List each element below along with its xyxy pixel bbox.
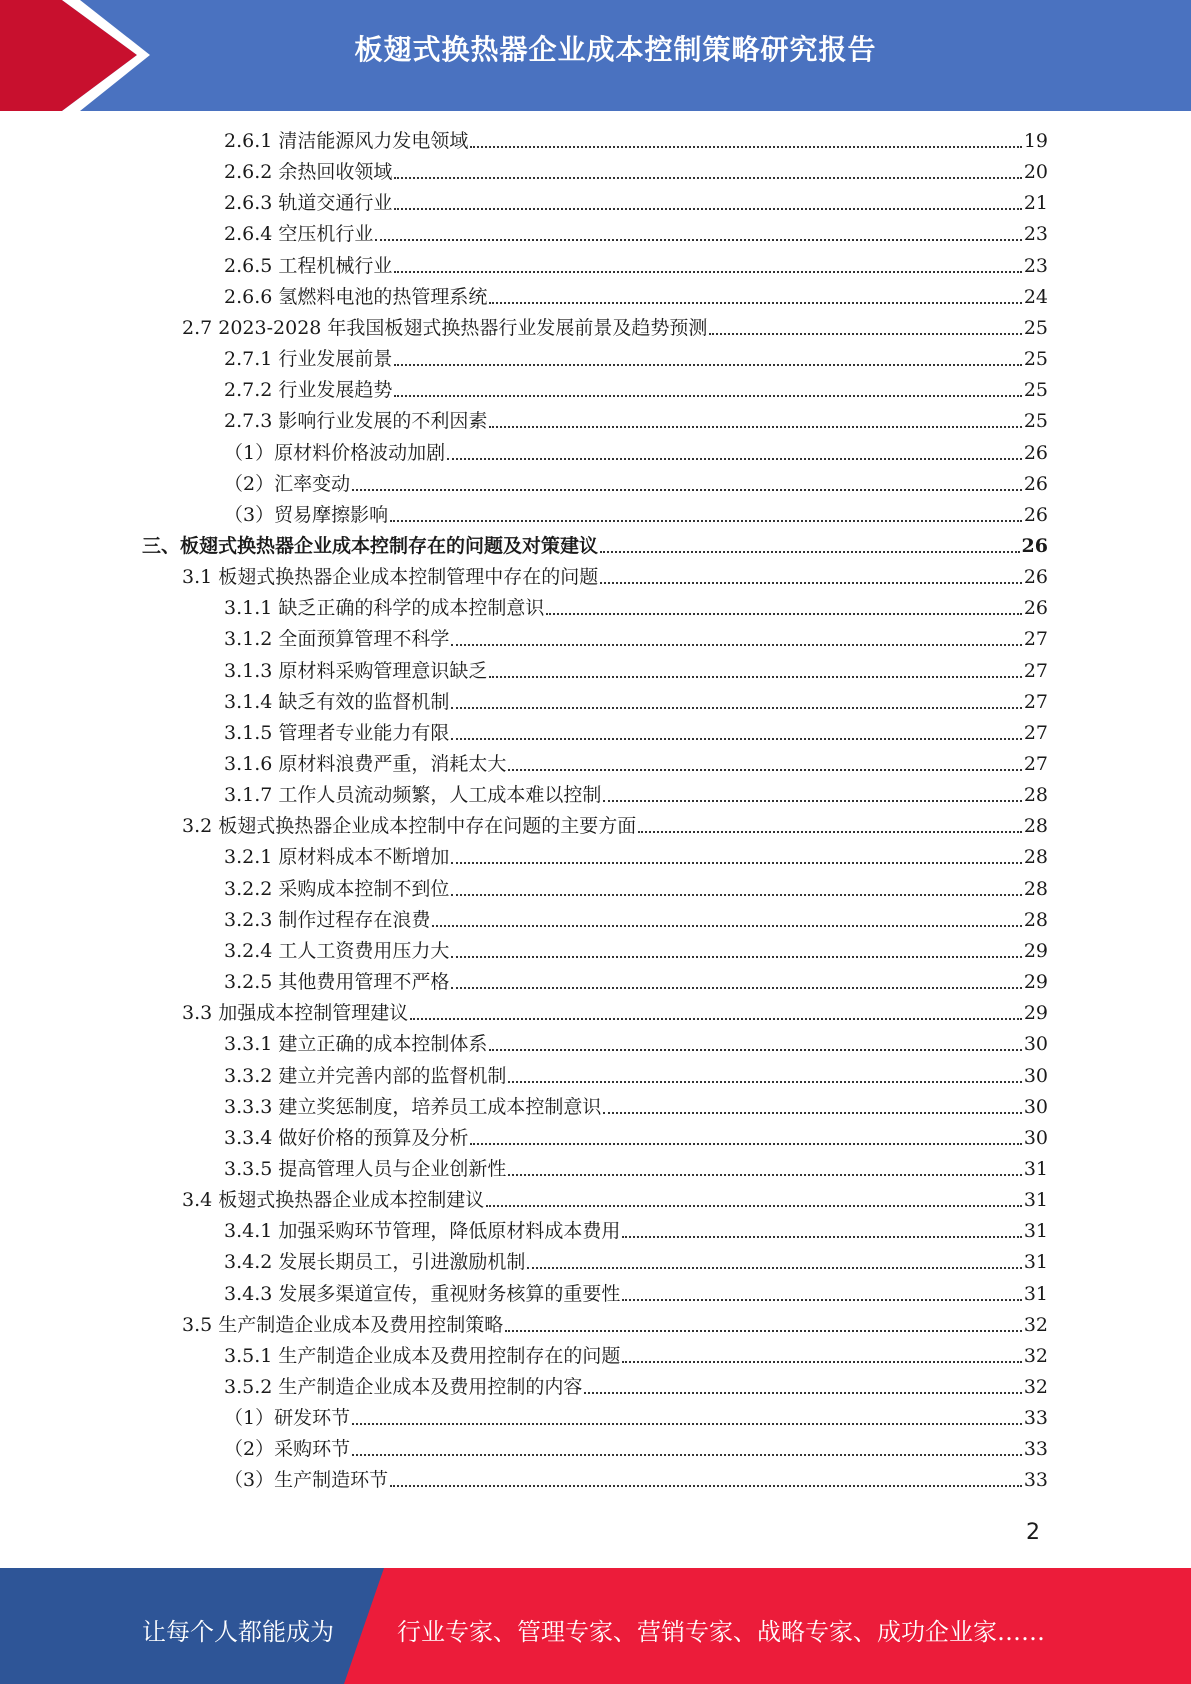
toc-entry-label: 2.6.6 氢燃料电池的热管理系统 bbox=[224, 286, 488, 308]
toc-dot-leader bbox=[486, 1204, 1022, 1207]
toc-entry-label: 3.1.1 缺乏正确的科学的成本控制意识 bbox=[224, 597, 545, 619]
toc-entry-label: 2.7.2 行业发展趋势 bbox=[224, 379, 393, 401]
toc-entry-page: 29 bbox=[1023, 971, 1048, 993]
toc-entry-page: 33 bbox=[1023, 1438, 1048, 1460]
page-number: 2 bbox=[1026, 1520, 1040, 1545]
toc-entry[interactable] bbox=[224, 221, 1048, 247]
toc-entry[interactable] bbox=[224, 938, 1048, 964]
toc-entry-page: 31 bbox=[1023, 1158, 1048, 1180]
toc-dot-leader bbox=[489, 1048, 1021, 1051]
toc-entry[interactable] bbox=[224, 782, 1048, 808]
toc-entry-label: 3.4.1 加强采购环节管理，降低原材料成本费用 bbox=[224, 1220, 621, 1242]
toc-dot-leader bbox=[584, 1391, 1021, 1394]
toc-entry-label: 3.2 板翅式换热器企业成本控制中存在问题的主要方面 bbox=[182, 815, 637, 837]
toc-entry[interactable] bbox=[224, 626, 1048, 652]
toc-entry[interactable] bbox=[224, 751, 1048, 777]
toc-dot-leader bbox=[447, 457, 1022, 460]
document-title: 板翅式换热器企业成本控制策略研究报告 bbox=[354, 33, 877, 66]
toc-dot-leader bbox=[470, 1142, 1021, 1145]
toc-entry[interactable] bbox=[224, 190, 1048, 216]
toc-entry-label: 2.6.1 清洁能源风力发电领域 bbox=[224, 130, 469, 152]
toc-entry[interactable] bbox=[224, 689, 1048, 715]
toc-entry-page: 25 bbox=[1023, 317, 1048, 339]
toc-entry-label: 3.1 板翅式换热器企业成本控制管理中存在的问题 bbox=[182, 566, 599, 588]
toc-entry-page: 27 bbox=[1023, 753, 1048, 775]
toc-entry-page: 28 bbox=[1023, 909, 1048, 931]
toc-entry[interactable] bbox=[182, 1312, 1048, 1338]
toc-dot-leader bbox=[352, 1422, 1022, 1425]
toc-entry[interactable] bbox=[224, 1281, 1048, 1307]
toc-dot-leader bbox=[451, 893, 1021, 896]
toc-entry-page: 25 bbox=[1023, 348, 1048, 370]
toc-entry-label: 3.3.4 做好价格的预算及分析 bbox=[224, 1127, 469, 1149]
toc-entry-label: 3.4 板翅式换热器企业成本控制建议 bbox=[182, 1189, 485, 1211]
toc-entry-label: （3）贸易摩擦影响 bbox=[224, 504, 389, 526]
toc-entry-label: 2.7.3 影响行业发展的不利因素 bbox=[224, 410, 488, 432]
toc-entry-label: 3.3.3 建立奖惩制度，培养员工成本控制意识 bbox=[224, 1096, 602, 1118]
toc-entry-page: 26 bbox=[1021, 535, 1048, 557]
toc-dot-leader bbox=[622, 1235, 1021, 1238]
toc-entry[interactable] bbox=[182, 1187, 1048, 1213]
toc-entry-label: 3.2.4 工人工资费用压力大 bbox=[224, 940, 450, 962]
toc-entry-page: 25 bbox=[1023, 410, 1048, 432]
toc-entry-label: 2.6.2 余热回收领域 bbox=[224, 161, 393, 183]
toc-entry-page: 28 bbox=[1023, 815, 1048, 837]
toc-dot-leader bbox=[451, 737, 1021, 740]
toc-entry[interactable] bbox=[224, 1125, 1048, 1151]
toc-entry[interactable] bbox=[224, 907, 1048, 933]
footer-slogan-right: 行业专家、管理专家、营销专家、战略专家、成功企业家…… bbox=[397, 1618, 1045, 1646]
toc-entry[interactable] bbox=[224, 658, 1048, 684]
toc-dot-leader bbox=[638, 830, 1022, 833]
toc-dot-leader bbox=[394, 176, 1021, 179]
toc-entry-label: 2.6.5 工程机械行业 bbox=[224, 255, 393, 277]
toc-entry[interactable] bbox=[224, 128, 1048, 154]
toc-entry-label: 3.1.7 工作人员流动频繁，人工成本难以控制 bbox=[224, 784, 602, 806]
toc-dot-leader bbox=[709, 332, 1021, 335]
toc-entry[interactable] bbox=[224, 346, 1048, 372]
toc-entry[interactable] bbox=[224, 595, 1048, 621]
toc-entry-page: 33 bbox=[1023, 1469, 1048, 1491]
toc-dot-leader bbox=[451, 861, 1021, 864]
page-header bbox=[0, 0, 1191, 111]
toc-entry-page: 21 bbox=[1023, 192, 1048, 214]
toc-entry[interactable] bbox=[224, 1218, 1048, 1244]
toc-entry-page: 28 bbox=[1023, 878, 1048, 900]
toc-entry-page: 27 bbox=[1023, 660, 1048, 682]
toc-entry-page: 27 bbox=[1023, 628, 1048, 650]
toc-entry-label: 3.3.2 建立并完善内部的监督机制 bbox=[224, 1065, 507, 1087]
toc-entry[interactable] bbox=[224, 253, 1048, 279]
toc-entry[interactable] bbox=[224, 377, 1048, 403]
toc-dot-leader bbox=[600, 581, 1022, 584]
toc-entry-page: 29 bbox=[1023, 1002, 1048, 1024]
toc-entry-page: 30 bbox=[1023, 1033, 1048, 1055]
toc-entry-label: 3.5.1 生产制造企业成本及费用控制存在的问题 bbox=[224, 1345, 621, 1367]
toc-entry-page: 26 bbox=[1023, 442, 1048, 464]
toc-dot-leader bbox=[451, 643, 1021, 646]
toc-entry[interactable] bbox=[182, 564, 1048, 590]
toc-dot-leader bbox=[489, 425, 1021, 428]
toc-entry[interactable] bbox=[224, 502, 1048, 528]
toc-entry[interactable] bbox=[224, 440, 1048, 466]
toc-entry-page: 27 bbox=[1023, 722, 1048, 744]
toc-entry[interactable] bbox=[224, 1467, 1048, 1493]
toc-entry-page: 26 bbox=[1023, 473, 1048, 495]
toc-dot-leader bbox=[432, 924, 1021, 927]
toc-dot-leader bbox=[451, 986, 1021, 989]
toc-dot-leader bbox=[451, 955, 1021, 958]
toc-entry-page: 29 bbox=[1023, 940, 1048, 962]
toc-dot-leader bbox=[622, 1360, 1021, 1363]
toc-dot-leader bbox=[410, 1017, 1022, 1020]
toc-entry-label: 3.1.4 缺乏有效的监督机制 bbox=[224, 691, 450, 713]
toc-entry-label: （1）原材料价格波动加剧 bbox=[224, 442, 446, 464]
toc-entry-label: 3.1.6 原材料浪费严重，消耗太大 bbox=[224, 753, 507, 775]
toc-entry[interactable] bbox=[224, 1405, 1048, 1431]
toc-entry-label: 3.2.1 原材料成本不断增加 bbox=[224, 846, 450, 868]
toc-entry-page: 31 bbox=[1023, 1283, 1048, 1305]
toc-entry-label: （3）生产制造环节 bbox=[224, 1469, 389, 1491]
toc-entry-label: 3.5.2 生产制造企业成本及费用控制的内容 bbox=[224, 1376, 583, 1398]
toc-entry-page: 26 bbox=[1023, 504, 1048, 526]
toc-entry[interactable] bbox=[224, 284, 1048, 310]
page-footer bbox=[0, 1568, 1191, 1684]
toc-entry-page: 30 bbox=[1023, 1065, 1048, 1087]
toc-entry-label: 2.6.3 轨道交通行业 bbox=[224, 192, 393, 214]
toc-dot-leader bbox=[603, 799, 1021, 802]
toc-entry-label: 3.1.5 管理者专业能力有限 bbox=[224, 722, 450, 744]
toc-entry[interactable] bbox=[224, 1249, 1048, 1275]
toc-entry-page: 30 bbox=[1023, 1096, 1048, 1118]
toc-entry[interactable] bbox=[142, 533, 1048, 559]
toc-entry[interactable] bbox=[224, 1063, 1048, 1089]
toc-entry-page: 26 bbox=[1023, 597, 1048, 619]
toc-entry-page: 30 bbox=[1023, 1127, 1048, 1149]
toc-dot-leader bbox=[394, 394, 1021, 397]
toc-dot-leader bbox=[489, 675, 1021, 678]
toc-dot-leader bbox=[390, 519, 1022, 522]
toc-dot-leader bbox=[470, 145, 1021, 148]
toc-entry-label: 2.7 2023-2028 年我国板翅式换热器行业发展前景及趋势预测 bbox=[182, 317, 708, 339]
toc-entry-label: 3.4.2 发展长期员工，引进激励机制 bbox=[224, 1251, 526, 1273]
toc-entry-page: 28 bbox=[1023, 784, 1048, 806]
toc-entry[interactable] bbox=[182, 813, 1048, 839]
toc-entry-label: 3.3 加强成本控制管理建议 bbox=[182, 1002, 409, 1024]
toc-dot-leader bbox=[546, 612, 1021, 615]
toc-dot-leader bbox=[390, 1484, 1022, 1487]
toc-dot-leader bbox=[394, 207, 1021, 210]
toc-dot-leader bbox=[375, 238, 1021, 241]
toc-entry-label: 3.1.3 原材料采购管理意识缺乏 bbox=[224, 660, 488, 682]
toc-entry[interactable] bbox=[224, 720, 1048, 746]
toc-dot-leader bbox=[508, 1080, 1021, 1083]
toc-entry-page: 23 bbox=[1023, 255, 1048, 277]
toc-entry-page: 31 bbox=[1023, 1189, 1048, 1211]
toc-entry[interactable] bbox=[224, 876, 1048, 902]
footer-slogan-left: 让每个人都能成为 bbox=[142, 1618, 334, 1646]
toc-entry-label: 3.2.2 采购成本控制不到位 bbox=[224, 878, 450, 900]
toc-entry-page: 31 bbox=[1023, 1220, 1048, 1242]
toc-entry-label: （1）研发环节 bbox=[224, 1407, 351, 1429]
toc-entry[interactable] bbox=[224, 1343, 1048, 1369]
toc-dot-leader bbox=[600, 550, 1020, 553]
toc-entry-page: 33 bbox=[1023, 1407, 1048, 1429]
toc-entry[interactable] bbox=[224, 471, 1048, 497]
toc-entry-page: 20 bbox=[1023, 161, 1048, 183]
toc-entry[interactable] bbox=[224, 1374, 1048, 1400]
toc-entry-page: 31 bbox=[1023, 1251, 1048, 1273]
toc-entry[interactable] bbox=[224, 1094, 1048, 1120]
toc-entry-page: 26 bbox=[1023, 566, 1048, 588]
toc-entry[interactable] bbox=[182, 1000, 1048, 1026]
toc-dot-leader bbox=[394, 363, 1021, 366]
toc-entry-page: 24 bbox=[1023, 286, 1048, 308]
toc-entry-label: （2）汇率变动 bbox=[224, 473, 351, 495]
toc-dot-leader bbox=[508, 1173, 1021, 1176]
toc-dot-leader bbox=[508, 768, 1021, 771]
toc-dot-leader bbox=[352, 488, 1022, 491]
toc-entry-label: （2）采购环节 bbox=[224, 1438, 351, 1460]
toc-entry-label: 3.4.3 发展多渠道宣传，重视财务核算的重要性 bbox=[224, 1283, 621, 1305]
toc-entry[interactable] bbox=[224, 159, 1048, 185]
toc-entry-page: 28 bbox=[1023, 846, 1048, 868]
toc-entry-page: 32 bbox=[1023, 1345, 1048, 1367]
toc-entry-label: 3.2.3 制作过程存在浪费 bbox=[224, 909, 431, 931]
toc-entry-label: 3.3.1 建立正确的成本控制体系 bbox=[224, 1033, 488, 1055]
toc-dot-leader bbox=[394, 270, 1021, 273]
toc-entry[interactable] bbox=[224, 1156, 1048, 1182]
toc-entry-label: 3.2.5 其他费用管理不严格 bbox=[224, 971, 450, 993]
toc-dot-leader bbox=[622, 1298, 1021, 1301]
toc-entry[interactable] bbox=[224, 844, 1048, 870]
toc-entry-page: 19 bbox=[1023, 130, 1048, 152]
toc-dot-leader bbox=[489, 301, 1021, 304]
toc-entry[interactable] bbox=[224, 408, 1048, 434]
toc-entry-page: 32 bbox=[1023, 1314, 1048, 1336]
toc-entry-page: 23 bbox=[1023, 223, 1048, 245]
toc-dot-leader bbox=[451, 706, 1021, 709]
toc-entry-page: 27 bbox=[1023, 691, 1048, 713]
toc-entry[interactable] bbox=[224, 969, 1048, 995]
toc-dot-leader bbox=[505, 1329, 1022, 1332]
toc-entry[interactable] bbox=[224, 1436, 1048, 1462]
toc-entry-label: 三、板翅式换热器企业成本控制存在的问题及对策建议 bbox=[142, 535, 599, 557]
toc-entry-page: 32 bbox=[1023, 1376, 1048, 1398]
toc-dot-leader bbox=[527, 1266, 1021, 1269]
toc-entry-label: 3.1.2 全面预算管理不科学 bbox=[224, 628, 450, 650]
toc-entry[interactable] bbox=[182, 315, 1048, 341]
toc-entry-label: 3.3.5 提高管理人员与企业创新性 bbox=[224, 1158, 507, 1180]
toc-entry-label: 3.5 生产制造企业成本及费用控制策略 bbox=[182, 1314, 504, 1336]
toc-entry[interactable] bbox=[224, 1031, 1048, 1057]
toc-entry-label: 2.7.1 行业发展前景 bbox=[224, 348, 393, 370]
toc-dot-leader bbox=[352, 1453, 1022, 1456]
toc-entry-page: 25 bbox=[1023, 379, 1048, 401]
toc-entry-label: 2.6.4 空压机行业 bbox=[224, 223, 374, 245]
toc-dot-leader bbox=[603, 1111, 1021, 1114]
